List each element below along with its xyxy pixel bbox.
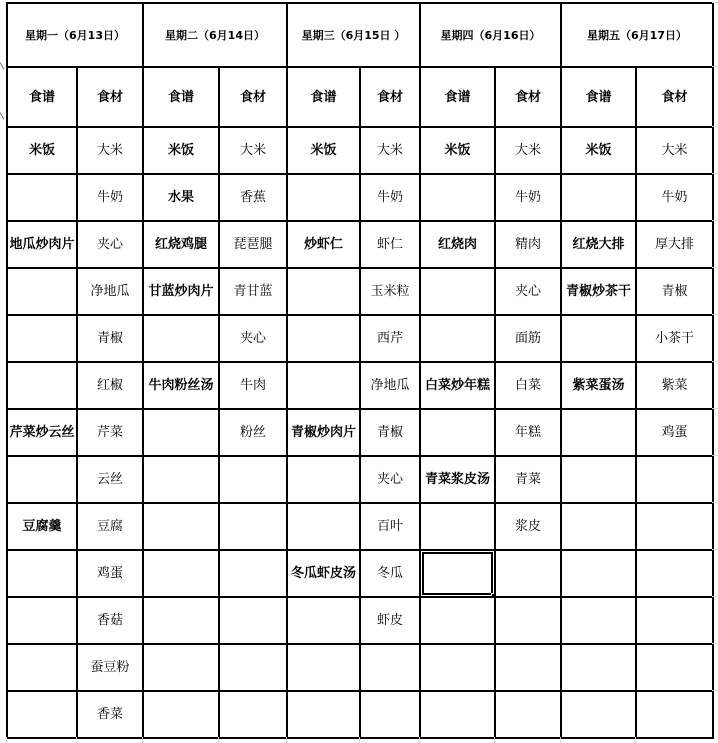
ingredient-cell[interactable]: 鸡蛋 <box>636 409 713 456</box>
dish-cell[interactable] <box>420 409 495 456</box>
ingredient-cell[interactable] <box>636 503 713 550</box>
ingredient-cell[interactable]: 精肉 <box>495 221 561 268</box>
day-header-fri[interactable]: 星期五（6月17日） <box>561 3 713 67</box>
table-row <box>7 503 713 550</box>
gridline <box>712 126 718 127</box>
ingredient-cell[interactable]: 小茶干 <box>636 315 713 362</box>
ingredient-cell[interactable]: 牛肉 <box>219 362 287 409</box>
gridline <box>712 408 718 409</box>
dish-cell[interactable] <box>420 315 495 362</box>
ingredient-cell[interactable]: 青椒 <box>360 409 420 456</box>
ingredient-cell[interactable]: 豆腐 <box>77 503 143 550</box>
table-row <box>7 456 713 503</box>
ingredient-header[interactable]: 食材 <box>636 67 713 127</box>
ingredient-cell[interactable]: 大米 <box>495 127 561 174</box>
ingredient-cell[interactable] <box>219 691 287 738</box>
dish-cell[interactable] <box>561 503 636 550</box>
gridline <box>142 737 143 743</box>
gridline <box>635 737 636 743</box>
ingredient-cell[interactable]: 夹心 <box>495 268 561 315</box>
table-row <box>7 221 713 268</box>
ingredient-cell[interactable] <box>636 691 713 738</box>
ingredient-cell[interactable]: 面筋 <box>495 315 561 362</box>
selected-cell[interactable] <box>420 550 495 597</box>
dish-cell[interactable] <box>143 691 219 738</box>
dish-cell[interactable]: 红烧鸡腿 <box>143 221 219 268</box>
dish-header[interactable]: 食谱 <box>420 67 495 127</box>
dish-cell[interactable]: 米饭 <box>420 127 495 174</box>
gridline <box>712 2 718 3</box>
ingredient-cell[interactable]: 百叶 <box>360 503 420 550</box>
dish-cell[interactable] <box>143 550 219 597</box>
ingredient-cell[interactable]: 白菜 <box>495 362 561 409</box>
column-header-row <box>7 67 713 127</box>
dish-cell[interactable] <box>143 503 219 550</box>
dish-cell[interactable] <box>7 315 77 362</box>
ingredient-cell[interactable]: 青甘蓝 <box>219 268 287 315</box>
dish-cell[interactable]: 米饭 <box>7 127 77 174</box>
gridline <box>712 596 718 597</box>
ingredient-cell[interactable]: 琵琶腿 <box>219 221 287 268</box>
dish-cell[interactable]: 炒虾仁 <box>287 221 360 268</box>
ingredient-cell[interactable] <box>495 550 561 597</box>
day-header-thu[interactable]: 星期四（6月16日） <box>420 3 561 67</box>
ingredient-cell[interactable]: 紫菜 <box>636 362 713 409</box>
gridline <box>419 737 420 743</box>
dish-cell[interactable] <box>420 268 495 315</box>
ingredient-cell[interactable]: 夹心 <box>360 456 420 503</box>
ingredient-cell[interactable]: 香菇 <box>77 597 143 644</box>
ingredient-cell[interactable]: 大米 <box>636 127 713 174</box>
gridline <box>560 737 561 743</box>
dish-cell[interactable] <box>420 597 495 644</box>
dish-cell[interactable] <box>287 503 360 550</box>
ingredient-cell[interactable]: 大米 <box>77 127 143 174</box>
dish-cell[interactable] <box>143 409 219 456</box>
ingredient-cell[interactable]: 粉丝 <box>219 409 287 456</box>
gridline <box>712 643 718 644</box>
dish-cell[interactable] <box>561 456 636 503</box>
dish-cell[interactable] <box>420 644 495 691</box>
dish-cell[interactable] <box>287 315 360 362</box>
dish-cell[interactable] <box>287 362 360 409</box>
fill-handle[interactable] <box>491 593 495 597</box>
dish-cell[interactable]: 牛肉粉丝汤 <box>143 362 219 409</box>
ingredient-cell[interactable]: 西芹 <box>360 315 420 362</box>
dish-cell[interactable]: 紫菜蛋汤 <box>561 362 636 409</box>
diagonal-header-line <box>0 62 4 69</box>
table-row <box>7 597 713 644</box>
diagonal-header-line <box>0 112 4 119</box>
dish-cell[interactable] <box>7 174 77 221</box>
dish-cell[interactable]: 青椒炒肉片 <box>287 409 360 456</box>
gridline <box>712 502 718 503</box>
gridline <box>712 690 718 691</box>
ingredient-cell[interactable] <box>219 644 287 691</box>
ingredient-cell[interactable]: 云丝 <box>77 456 143 503</box>
gridline <box>712 267 718 268</box>
dish-cell[interactable]: 豆腐羹 <box>7 503 77 550</box>
dish-cell[interactable] <box>420 503 495 550</box>
dish-cell[interactable] <box>287 597 360 644</box>
ingredient-cell[interactable]: 鸡蛋 <box>77 550 143 597</box>
gridline <box>76 737 77 743</box>
ingredient-cell[interactable]: 夹心 <box>219 315 287 362</box>
ingredient-cell[interactable]: 芹菜 <box>77 409 143 456</box>
dish-cell[interactable] <box>7 550 77 597</box>
dish-cell[interactable]: 水果 <box>143 174 219 221</box>
weekly-menu-table <box>6 2 714 739</box>
gridline <box>494 737 495 743</box>
ingredient-cell[interactable]: 香菜 <box>77 691 143 738</box>
dish-cell[interactable] <box>287 268 360 315</box>
ingredient-cell[interactable]: 冬瓜 <box>360 550 420 597</box>
dish-header[interactable]: 食谱 <box>561 67 636 127</box>
day-header-wed[interactable]: 星期三（6月15日 ） <box>287 3 420 67</box>
table-row <box>7 644 713 691</box>
gridline <box>286 737 287 743</box>
ingredient-cell[interactable]: 青菜 <box>495 456 561 503</box>
dish-cell[interactable]: 米饭 <box>143 127 219 174</box>
table-row <box>7 362 713 409</box>
ingredient-header[interactable]: 食材 <box>360 67 420 127</box>
ingredient-cell[interactable]: 夹心 <box>77 221 143 268</box>
ingredient-cell[interactable]: 香蕉 <box>219 174 287 221</box>
dish-cell[interactable]: 芹菜炒云丝 <box>7 409 77 456</box>
gridline <box>218 737 219 743</box>
gridline <box>712 220 718 221</box>
ingredient-cell[interactable] <box>495 597 561 644</box>
ingredient-cell[interactable]: 大米 <box>360 127 420 174</box>
dish-cell[interactable] <box>561 409 636 456</box>
ingredient-cell[interactable]: 青椒 <box>636 268 713 315</box>
dish-cell[interactable] <box>7 456 77 503</box>
dish-cell[interactable] <box>287 456 360 503</box>
ingredient-cell[interactable] <box>495 691 561 738</box>
ingredient-cell[interactable]: 牛奶 <box>360 174 420 221</box>
ingredient-cell[interactable] <box>636 644 713 691</box>
ingredient-cell[interactable] <box>360 644 420 691</box>
ingredient-header[interactable]: 食材 <box>77 67 143 127</box>
dish-cell[interactable] <box>7 268 77 315</box>
dish-header[interactable]: 食谱 <box>287 67 360 127</box>
ingredient-cell[interactable] <box>636 550 713 597</box>
table-row <box>7 268 713 315</box>
dish-cell[interactable]: 地瓜炒肉片 <box>7 221 77 268</box>
table-row <box>7 409 713 456</box>
dish-cell[interactable] <box>143 456 219 503</box>
ingredient-cell[interactable] <box>636 456 713 503</box>
ingredient-cell[interactable]: 玉米粒 <box>360 268 420 315</box>
ingredient-cell[interactable] <box>360 691 420 738</box>
ingredient-cell[interactable]: 虾皮 <box>360 597 420 644</box>
dish-cell[interactable] <box>287 644 360 691</box>
dish-cell[interactable]: 红烧肉 <box>420 221 495 268</box>
gridline <box>712 361 718 362</box>
dish-cell[interactable] <box>561 315 636 362</box>
dish-cell[interactable]: 青椒炒茶干 <box>561 268 636 315</box>
gridline <box>712 66 718 67</box>
ingredient-cell[interactable]: 年糕 <box>495 409 561 456</box>
gridline <box>6 737 7 743</box>
ingredient-cell[interactable]: 青椒 <box>77 315 143 362</box>
ingredient-cell[interactable]: 大米 <box>219 127 287 174</box>
dish-cell[interactable] <box>7 644 77 691</box>
gridline <box>712 549 718 550</box>
gridline <box>712 314 718 315</box>
dish-cell[interactable] <box>7 691 77 738</box>
gridline <box>712 173 718 174</box>
table-row <box>7 315 713 362</box>
day-header-row <box>7 3 713 67</box>
dish-cell[interactable]: 白菜炒年糕 <box>420 362 495 409</box>
ingredient-cell[interactable]: 牛奶 <box>636 174 713 221</box>
dish-cell[interactable] <box>561 597 636 644</box>
dish-cell[interactable] <box>7 362 77 409</box>
dish-cell[interactable] <box>561 644 636 691</box>
dish-cell[interactable] <box>561 550 636 597</box>
gridline <box>359 737 360 743</box>
dish-cell[interactable]: 红烧大排 <box>561 221 636 268</box>
dish-cell[interactable]: 甘蓝炒肉片 <box>143 268 219 315</box>
ingredient-cell[interactable] <box>636 597 713 644</box>
day-header-tue[interactable]: 星期二（6月14日） <box>143 3 287 67</box>
gridline <box>712 455 718 456</box>
ingredient-cell[interactable]: 净地瓜 <box>77 268 143 315</box>
ingredient-cell[interactable]: 牛奶 <box>495 174 561 221</box>
dish-cell[interactable]: 米饭 <box>287 127 360 174</box>
dish-cell[interactable] <box>287 174 360 221</box>
table-row <box>7 127 713 174</box>
ingredient-cell[interactable]: 红椒 <box>77 362 143 409</box>
ingredient-cell[interactable]: 厚大排 <box>636 221 713 268</box>
dish-header[interactable]: 食谱 <box>7 67 77 127</box>
dish-cell[interactable] <box>287 691 360 738</box>
ingredient-cell[interactable]: 牛奶 <box>77 174 143 221</box>
table-row <box>7 174 713 221</box>
dish-cell[interactable] <box>561 691 636 738</box>
day-header-mon[interactable]: 星期一（6月13日） <box>7 3 143 67</box>
dish-cell[interactable] <box>7 597 77 644</box>
ingredient-cell[interactable] <box>495 644 561 691</box>
ingredient-cell[interactable] <box>219 456 287 503</box>
dish-cell[interactable] <box>143 644 219 691</box>
dish-cell[interactable]: 冬瓜虾皮汤 <box>287 550 360 597</box>
ingredient-cell[interactable]: 净地瓜 <box>360 362 420 409</box>
dish-cell[interactable] <box>420 174 495 221</box>
ingredient-cell[interactable]: 虾仁 <box>360 221 420 268</box>
ingredient-header[interactable]: 食材 <box>219 67 287 127</box>
ingredient-cell[interactable] <box>219 597 287 644</box>
dish-header[interactable]: 食谱 <box>143 67 219 127</box>
ingredient-cell[interactable]: 浆皮 <box>495 503 561 550</box>
dish-cell[interactable] <box>143 315 219 362</box>
table-row <box>7 550 713 597</box>
dish-cell[interactable] <box>420 691 495 738</box>
ingredient-cell[interactable] <box>219 503 287 550</box>
dish-cell[interactable]: 米饭 <box>561 127 636 174</box>
ingredient-header[interactable]: 食材 <box>495 67 561 127</box>
dish-cell[interactable] <box>143 597 219 644</box>
dish-cell[interactable] <box>561 174 636 221</box>
dish-cell[interactable]: 青菜浆皮汤 <box>420 456 495 503</box>
ingredient-cell[interactable]: 蚕豆粉 <box>77 644 143 691</box>
ingredient-cell[interactable] <box>219 550 287 597</box>
table-row <box>7 691 713 738</box>
